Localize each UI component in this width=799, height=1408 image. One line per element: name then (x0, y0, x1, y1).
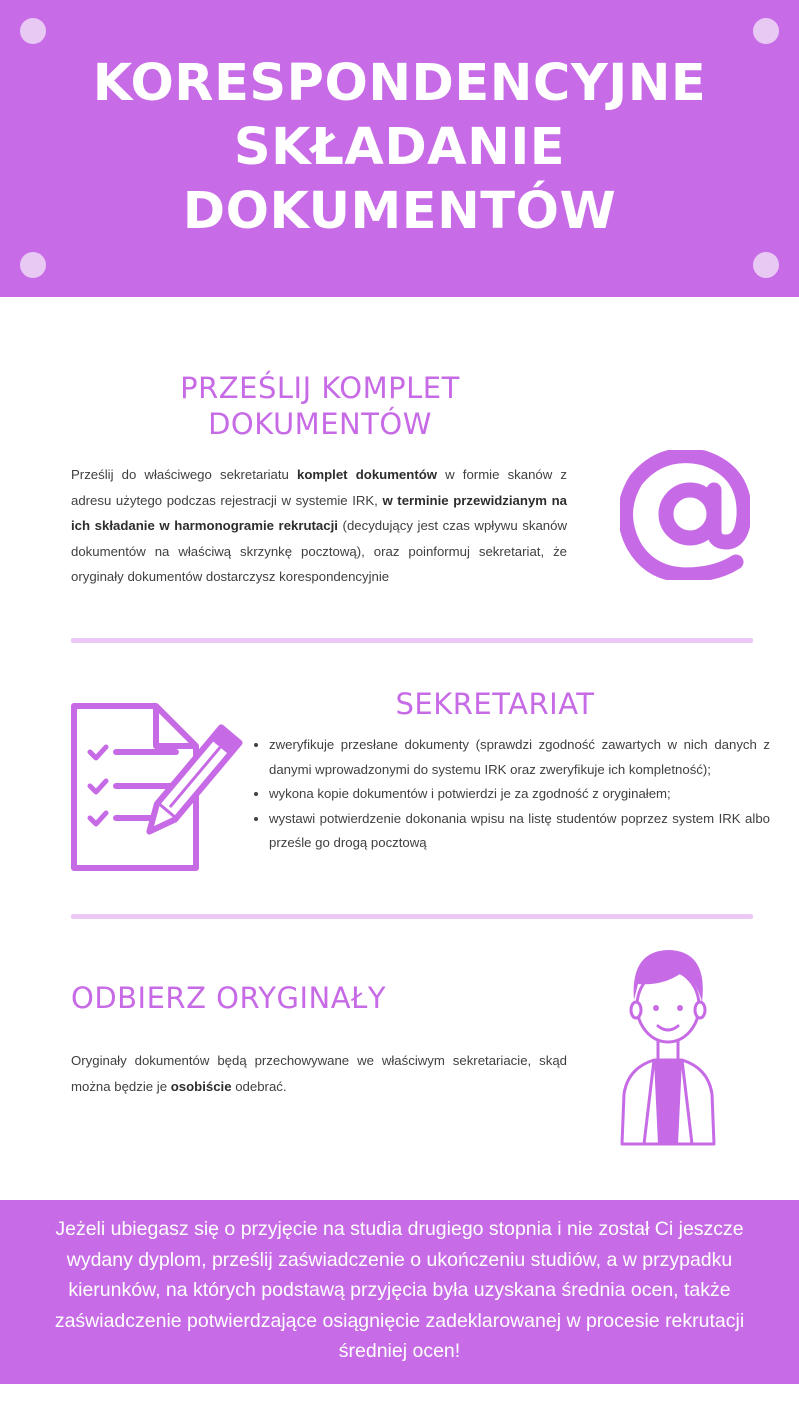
text-bold-segment: w terminie przewidzianym na ich składanie w harmonogramie rekrutacji (71, 492, 567, 533)
text-bold-segment: komplet dokumentów (297, 467, 438, 482)
decorative-dot (20, 18, 46, 44)
section-collect-text (71, 1048, 567, 1099)
at-sign-icon (620, 450, 750, 580)
text-segment: odebrać. (231, 1078, 287, 1094)
list-item: • zweryfikuje przesłane dokumenty (sprawdzi zgodność zawartych w nich danych z danymi wprowadzonymi do systemu IRK oraz zweryfikuje ich kompletność); (269, 733, 770, 782)
section-title-line: PRZEŚLIJ KOMPLET (180, 371, 460, 405)
decorative-dot (20, 252, 46, 278)
section-collect-title: ODBIERZ ORYGINAŁY (71, 981, 387, 1015)
checklist-document-pen-icon (70, 702, 250, 876)
text-segment: (decydujący jest czas wpływu skanów dokumentów na właściwą skrzynkę pocztową), oraz poinformuj sekretariat, że oryginały dokumentów dostarczysz korespondencyjnie (71, 518, 567, 584)
page-title-line: KORESPONDENCYJNE (92, 54, 707, 113)
footer-banner (0, 1200, 799, 1384)
section-send-title (120, 370, 520, 442)
person-illustration-icon (608, 944, 728, 1148)
secretariat-task-list (252, 733, 770, 856)
text-segment: Prześlij do właściwego sekretariatu (71, 467, 298, 482)
header-banner (0, 0, 799, 297)
page-title (40, 52, 759, 244)
list-item: • wykona kopie dokumentów i potwierdzi je za zgodność z oryginałem; (269, 782, 770, 807)
footer-notice-text: Jeżeli ubiegasz się o przyjęcie na studia drugiego stopnia i nie został Ci jeszcze wydany dyplom, prześlij zaświadczenie o ukończeniu studiów, a w przypadku kierunków, na których podstawą przyjęcia była uzyskana średnia ocen, także zaświadczenie potwierdzające osiągnięcie zadeklarowanej w procesie rekrutacji średniej ocen! (54, 1218, 745, 1362)
text-segment: w formie skanów z adresu użytego podczas rejestracji w systemie IRK, (71, 467, 568, 508)
decorative-dot (753, 252, 779, 278)
section-send-text (71, 462, 567, 590)
section-secretariat-title: SEKRETARIAT (395, 687, 595, 721)
section-divider (71, 638, 753, 643)
page-title-line: SKŁADANIE (233, 118, 566, 177)
section-divider (71, 914, 753, 919)
section-title-line: DOKUMENTÓW (208, 407, 432, 441)
page-title-line: DOKUMENTÓW (182, 182, 617, 241)
list-item: • wystawi potwierdzenie dokonania wpisu na listę studentów poprzez system IRK albo prześle go drogą pocztową (269, 807, 770, 856)
decorative-dot (753, 18, 779, 44)
text-bold-segment: osobiście (170, 1078, 232, 1094)
text-segment: Oryginały dokumentów będą przechowywane we właściwym sekretariacie, skąd można będzie je (71, 1053, 567, 1094)
